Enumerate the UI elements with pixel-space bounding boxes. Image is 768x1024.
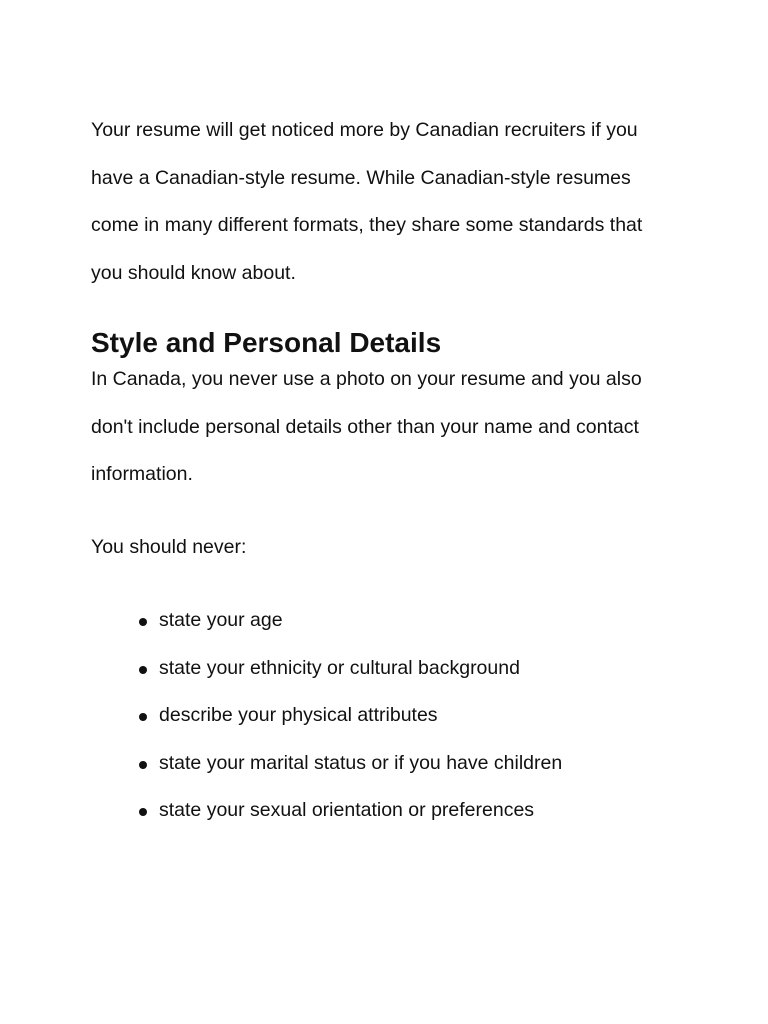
list-item-text: state your age [159,609,283,631]
list-item-text: describe your physical attributes [159,704,438,726]
section-line: information. [91,463,193,485]
never-list [91,597,691,835]
section-paragraph [91,356,691,499]
list-item [91,692,691,740]
intro-line: come in many different formats, they share some standards that [91,214,643,236]
bullet-icon [139,761,147,769]
section-line: don't include personal details other than your name and contact [91,415,639,438]
list-item-text: state your sexual orientation or preferences [159,799,535,821]
list-item-text: state your marital status or if you have children [159,751,563,774]
document-page [91,107,691,835]
bullet-icon [139,618,147,626]
bullet-icon [139,808,147,816]
intro-line: Your resume will get noticed more by Canadian recruiters if you [91,119,638,141]
section-heading: Style and Personal Details [91,327,442,358]
list-intro: You should never: [91,535,247,558]
section-line: In Canada, you never use a photo on your resume and you also [91,368,642,390]
list-item [91,597,691,645]
intro-paragraph [91,107,691,297]
list-item [91,787,691,835]
intro-line: have a Canadian-style resume. While Canadian-style resumes [91,166,631,189]
bullet-icon [139,713,147,721]
list-item [91,740,691,788]
intro-line: you should know about. [91,261,296,284]
bullet-icon [139,666,147,674]
list-item [91,645,691,693]
list-item-text: state your ethnicity or cultural background [159,656,520,679]
